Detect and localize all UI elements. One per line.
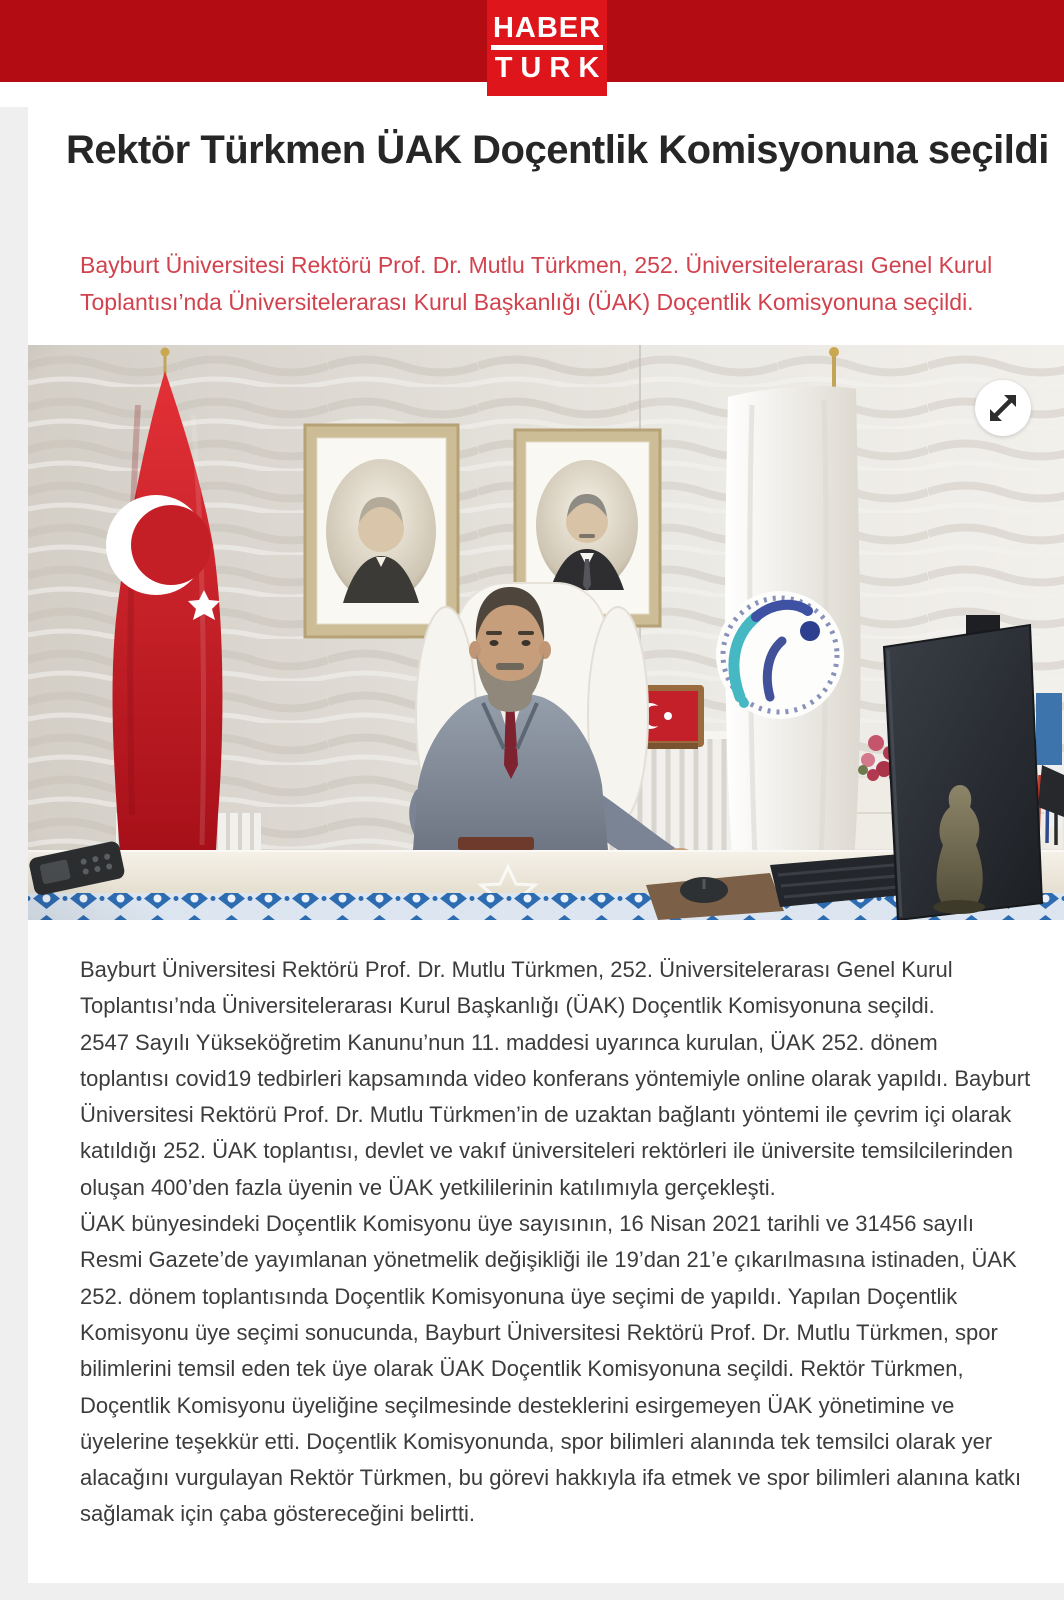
photo-vignette — [28, 345, 1064, 920]
article-body — [80, 952, 1032, 1533]
article-paragraph: ÜAK bünyesindeki Doçentlik Komisyonu üye sayısının, 16 Nisan 2021 tarihli ve 31456 sayılı Resmi Gazete’de yayımlanan yönetmelik değişikliği ile 19’dan 21’e çıkarılmasına istinaden, ÜAK 252. dönem toplantısında Doçentlik Komisyonuna üye seçimi de yapıldı. Yapılan Doçentlik Komisyonu üye seçimi sonucunda, Bayburt Üniversitesi Rektörü Prof. Dr. Mutlu Türkmen, spor bilimlerini temsil eden tek üye olarak ÜAK Doçentlik Komisyonuna seçildi. Rektör Türkmen, Doçentlik Komisyonu üyeliğine seçilmesinde desteklerini esirgemeyen ÜAK yönetimine ve üyelerine teşekkür etti. Doçentlik Komisyonunda, spor bilimleri alanında tek temsilci olarak yer alacağını vurgulayan Rektör Türkmen, bu görevi hakkıyla ifa etmek ve spor bilimleri alanına katkı sağlamak için çaba göstereceğini belirtti. — [80, 1211, 1022, 1527]
article-title: Rektör Türkmen ÜAK Doçentlik Komisyonuna seçildi — [66, 128, 1049, 172]
article-paragraph: Bayburt Üniversitesi Rektörü Prof. Dr. Mutlu Türkmen, 252. Üniversitelerarası Genel Kurul Toplantısı’nda Üniversitelerarası Kurul Başkanlığı (ÜAK) Doçentlik Komisyonuna seçildi. — [80, 957, 953, 1019]
office-scene-illustration — [28, 345, 1064, 920]
expand-button[interactable] — [975, 380, 1031, 436]
logo-text-haber: HABER — [491, 13, 603, 49]
article-paragraph: 2547 Sayılı Yükseköğretim Kanunu’nun 11. maddesi uyarınca kurulan, ÜAK 252. dönem toplantısı covid19 tedbirleri kapsamında video konferans yöntemiyle online olarak yapıldı. Bayburt Üniversitesi Rektörü Prof. Dr. Mutlu Türkmen’in de uzaktan bağlantı yöntemi ile çevrim içi olarak katıldığı 252. ÜAK toplantısı, devlet ve vakıf üniversiteleri rektörleri ile üniversite temsilcilerinden oluşan 400’den fazla üyenin ve ÜAK yetkililerinin katılımıyla gerçekleşti. — [80, 1029, 1031, 1200]
expand-icon — [975, 380, 1031, 436]
logo-text-turk: TURK — [494, 51, 608, 84]
article-subtitle: Bayburt Üniversitesi Rektörü Prof. Dr. Mutlu Türkmen, 252. Üniversitelerarası Genel Kurul Toplantısı’nda Üniversitelerarası Kurul Başkanlığı (ÜAK) Doçentlik Komisyonuna seçildi. — [80, 252, 993, 315]
article-photo[interactable] — [28, 345, 1064, 920]
logo-box[interactable] — [487, 0, 607, 96]
